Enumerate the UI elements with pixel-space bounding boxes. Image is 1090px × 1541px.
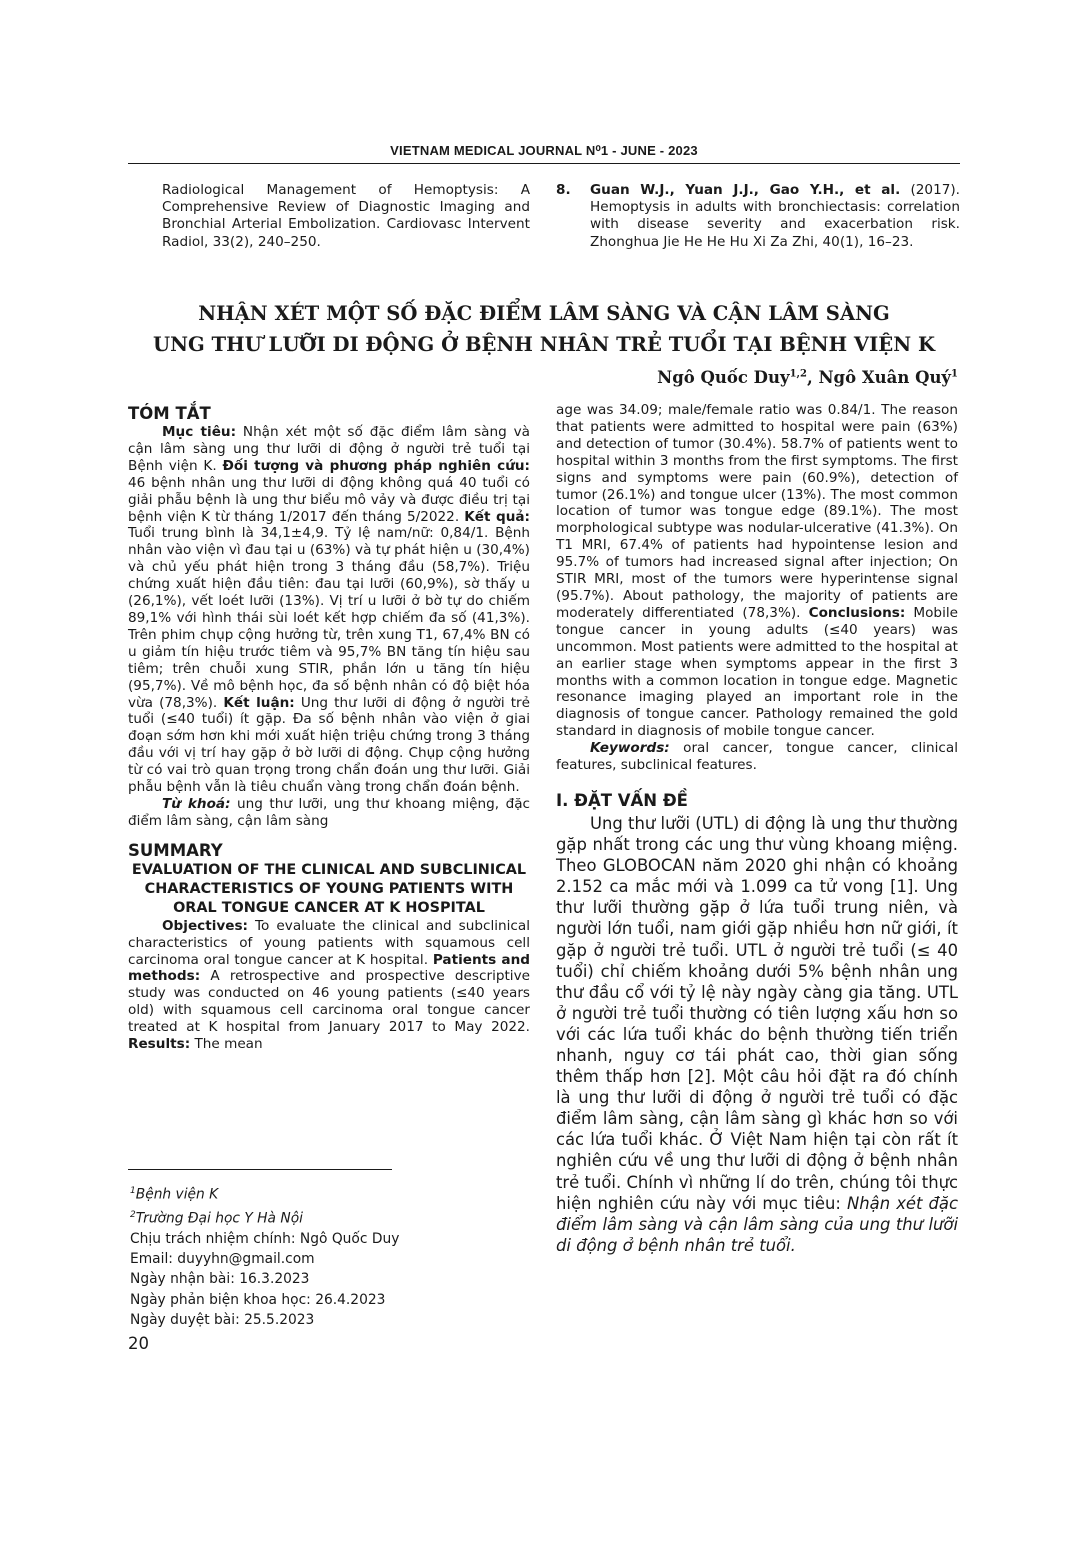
author-2: Ngô Xuân Quý xyxy=(818,368,952,387)
summary-abstract xyxy=(128,918,530,1053)
header-rule xyxy=(128,163,960,164)
keywords-label: Keywords: xyxy=(590,740,670,757)
footnote-accepted: Ngày duyệt bài: 25.5.2023 xyxy=(130,1311,315,1328)
ketqua-text: Tuổi trung bình là 34,1±4,9. Tỷ lệ nam/nữ: 0,84/1. Bệnh nhân vào viện vì đau tại u (63%) và tự phát hiện u (30,4%) và chủ yếu phát hiện trong 3 tháng đầu (58,7%). Triệu chứng xuất hiện đầu tiên: đau tại lưỡi (60,9%), sờ thấy u (26,1%), vết loét lưỡi (13%). Vị trí u lưỡi ở bờ tự do chiếm 89,1% với hình thái sùi loét kết hợp chiếm đa số (41,3%). Trên phim chụp cộng hưởng từ, trên xung T1, 67,4% BN có u giảm tín hiệu trước tiêm và 95,7% BN tăng tín hiệu sau tiêm; trên chuỗi xung STIR, phần lớn u tăng tín hiệu (95,7%). Về mô bệnh học, đa số bệnh nhân có độ biệt hóa vừa (78,3%). xyxy=(128,525,530,711)
footnote-reviewed: Ngày phản biện khoa học: 26.4.2023 xyxy=(130,1291,386,1308)
running-header: VIETNAM MEDICAL JOURNAL N⁰1 - JUNE - 2023 xyxy=(390,143,698,158)
intro-aim: Nhận xét đặc điểm lâm sàng và cận lâm sàng của ung thư lưỡi di động ở bệnh nhân trẻ tuổi. xyxy=(556,1193,958,1255)
results-text-continued: age was 34.09; male/female ratio was 0.84/1. The reason that patients were admitted to hospital were pain (63%) and detection of tumor (30.4%). 58.7% of patients went to hospital within 3 months from the first symptoms. The first signs and symptoms were pain (60.9%), detection of tumor (26.1%) and tongue ulcer (13%). The most common location of tumor was tongue edge (89.1%). The most morphological subtype was nodular-ulcerative (41.3%). On T1 MRI, 67.4% of patients had hypointense lesion and 95.7% of tumors had increased signal after injection; On STIR MRI, most of the tumors were hyperintense signal (95.7%). About pathology, the majority of patients are moderately differentiated (78,3%). xyxy=(556,402,958,621)
intro-text: Ung thư lưỡi (UTL) di động là ung thư thường gặp nhất trong các ung thư vùng khoang miệng. Theo GLOBOCAN năm 2020 ghi nhận có khoảng 2.152 ca mắc mới và 1.099 ca tử vong [1]. Ung thư lưỡi thường gặp ở lứa tuổi trung niên, và người lớn tuổi, nam giới gặp nhiều hơn nữ giới, ít gặp ở người trẻ tuổi. UTL ở người trẻ tuổi (≤ 40 tuổi) chỉ chiếm khoảng dưới 5% bệnh nhân ung thư đầu cổ với tỷ lệ này ngày càng gia tăng. UTL ở người trẻ tuổi thường có tiên lượng xấu hơn so với các lứa tuổi khác do bệnh thường tiến triển nhanh, nguy cơ tái phát cao, thời gian sống thêm thấp hơn [2]. Một câu hỏi đặt ra đó chính là ung thư lưỡi di động ở người trẻ tuổi có đặc điểm lâm sàng, cận lâm sàng gì khác hơn so với các lứa tuổi khác. Ở Việt Nam hiện tại còn rất ít nghiên cứu về ung thư lưỡi di động ở bệnh nhân trẻ tuổi. Chính vì những lí do trên, chúng tôi thực hiện nghiên cứu này với mục tiêu: xyxy=(556,813,958,1213)
footnote-2-text: Trường Đại học Y Hà Nội xyxy=(135,1210,303,1227)
results-label: Results: xyxy=(128,1036,191,1053)
title-line-1: NHẬN XÉT MỘT SỐ ĐẶC ĐIỂM LÂM SÀNG VÀ CẬN LÂM SÀNG xyxy=(198,302,890,325)
author-1: Ngô Quốc Duy xyxy=(657,368,790,387)
summary-abstract-continued xyxy=(556,402,958,740)
tukhoa-text: ung thư lưỡi, ung thư khoang miệng, đặc điểm lâm sàng, cận lâm sàng xyxy=(128,795,530,829)
page-number: 20 xyxy=(128,1334,149,1353)
summary-heading: SUMMARY xyxy=(128,840,223,860)
footnote-2-mark: 2 xyxy=(130,1209,136,1220)
summary-keywords xyxy=(556,740,958,774)
reference-details: (2017). Hemoptysis in adults with bronchiectasis: correlation with disease severity and exacerbation risk. Zhonghua Jie He He Hu Xi Za Zhi, 40(1), 16–23. xyxy=(590,182,960,250)
results-text-start: The mean xyxy=(190,1036,263,1053)
reference-continuation: Radiological Management of Hemoptysis: A Comprehensive Review of Diagnostic Imaging and Bronchial Arterial Embolization. Cardiovasc Intervent Radiol, 33(2), 240–250. xyxy=(162,182,530,250)
footnote-affiliation-1 xyxy=(130,1181,530,1205)
conclusions-label: Conclusions: xyxy=(808,604,906,621)
tomtat-heading: TÓM TẮT xyxy=(128,404,211,423)
authors xyxy=(560,368,958,387)
muctieu-text: Nhận xét một số đặc điểm lâm sàng và cận lâm sàng ung thư lưỡi di động ở người trẻ tuổi tại Bệnh viện K. xyxy=(128,424,530,474)
reference-8 xyxy=(556,182,960,251)
footnote-1-mark: 1 xyxy=(130,1186,136,1196)
doituong-label: Đối tượng và phương pháp nghiên cứu: xyxy=(222,457,530,474)
objectives-label: Objectives: xyxy=(162,917,248,934)
summary-title: EVALUATION OF THE CLINICAL AND SUBCLINICAL CHARACTERISTICS OF YOUNG PATIENTS WITH ORAL TONGUE CANCER AT K HOSPITAL xyxy=(131,861,527,916)
footnote-rule xyxy=(128,1169,392,1170)
right-column xyxy=(556,402,958,1256)
footnote-responsible: Chịu trách nhiệm chính: Ngô Quốc Duy xyxy=(130,1230,400,1247)
ketqua-label: Kết quả: xyxy=(464,508,530,525)
ketluan-text: Ung thư lưỡi di động ở người trẻ tuổi (≤40 tuổi) ít gặp. Đa số bệnh nhân vào viện ở giai đoạn sớm hơn khi mới xuất hiện triệu chứng trong 3 tháng đầu với vị trí hay gặp ở bờ lưỡi di động. Chụp cộng hưởng từ có vai trò quan trọng trong chẩn đoán ung thư lưỡi. Giải phẫu bệnh vẫn là tiêu chuẩn vàng trong chẩn đoán bệnh. xyxy=(128,694,530,796)
title-line-2: UNG THƯ LƯỠI DI ĐỘNG Ở BỆNH NHÂN TRẺ TUỔI TẠI BỆNH VIỆN K xyxy=(152,333,935,356)
footnote-affiliation-2 xyxy=(130,1205,530,1229)
tukhoa-label: Từ khoá: xyxy=(162,795,231,812)
objectives-text: To evaluate the clinical and subclinical characteristics of young patients with squamous cell carcinoma oral tongue cancer at K hospital. xyxy=(128,917,530,968)
reference-authors: Guan W.J., Yuan J.J., Gao Y.H., et al. xyxy=(590,182,901,198)
footnote-1-text: Bệnh viện K xyxy=(135,1186,219,1203)
conclusions-text: Mobile tongue cancer in young adults (≤40 years) was uncommon. Most patients were admitted to the hospital at an earlier stage when symptoms appear in the first 3 months with a common location in tongue edge. Magnetic resonance imaging played an important role in the diagnosis of tongue cancer. Pathology remained the gold standard in diagnosis of mobile tongue cancer. xyxy=(556,604,958,740)
author-separator: , xyxy=(806,368,819,387)
footnote-email: Email: duyyhn@gmail.com xyxy=(130,1251,315,1268)
keywords-text: oral cancer, tongue cancer, clinical features, subclinical features. xyxy=(556,740,958,774)
patients-label: Patients and methods: xyxy=(128,951,531,985)
footnote-received: Ngày nhận bài: 16.3.2023 xyxy=(130,1271,310,1288)
article-title xyxy=(128,298,960,360)
reference-body xyxy=(590,182,960,251)
muctieu-label: Mục tiêu: xyxy=(162,424,237,440)
tomtat-abstract xyxy=(128,424,530,796)
author-2-affiliation: 1 xyxy=(951,368,958,380)
doituong-text: 46 bệnh nhân ung thư lưỡi di động không quá 40 tuổi có giải phẫu bệnh là ung thư biểu mô vảy và được điều trị tại bệnh viện K từ tháng 1/2017 đến tháng 5/2022. xyxy=(128,474,530,525)
author-1-affiliation: 1,2 xyxy=(789,368,807,380)
patients-text: A retrospective and prospective descriptive study was conducted on 46 young patients (≤40 years old) with squamous cell carcinoma oral tongue cancer treated at K hospital from January 2017 to May 2022. xyxy=(128,968,530,1036)
intro-paragraph xyxy=(556,813,958,1256)
tomtat-keywords xyxy=(128,796,530,830)
left-column xyxy=(128,404,530,1053)
footnotes xyxy=(130,1181,530,1330)
intro-heading: I. ĐẶT VẤN ĐỀ xyxy=(556,790,688,810)
reference-number: 8. xyxy=(556,182,571,198)
ketluan-label: Kết luận: xyxy=(223,694,295,711)
